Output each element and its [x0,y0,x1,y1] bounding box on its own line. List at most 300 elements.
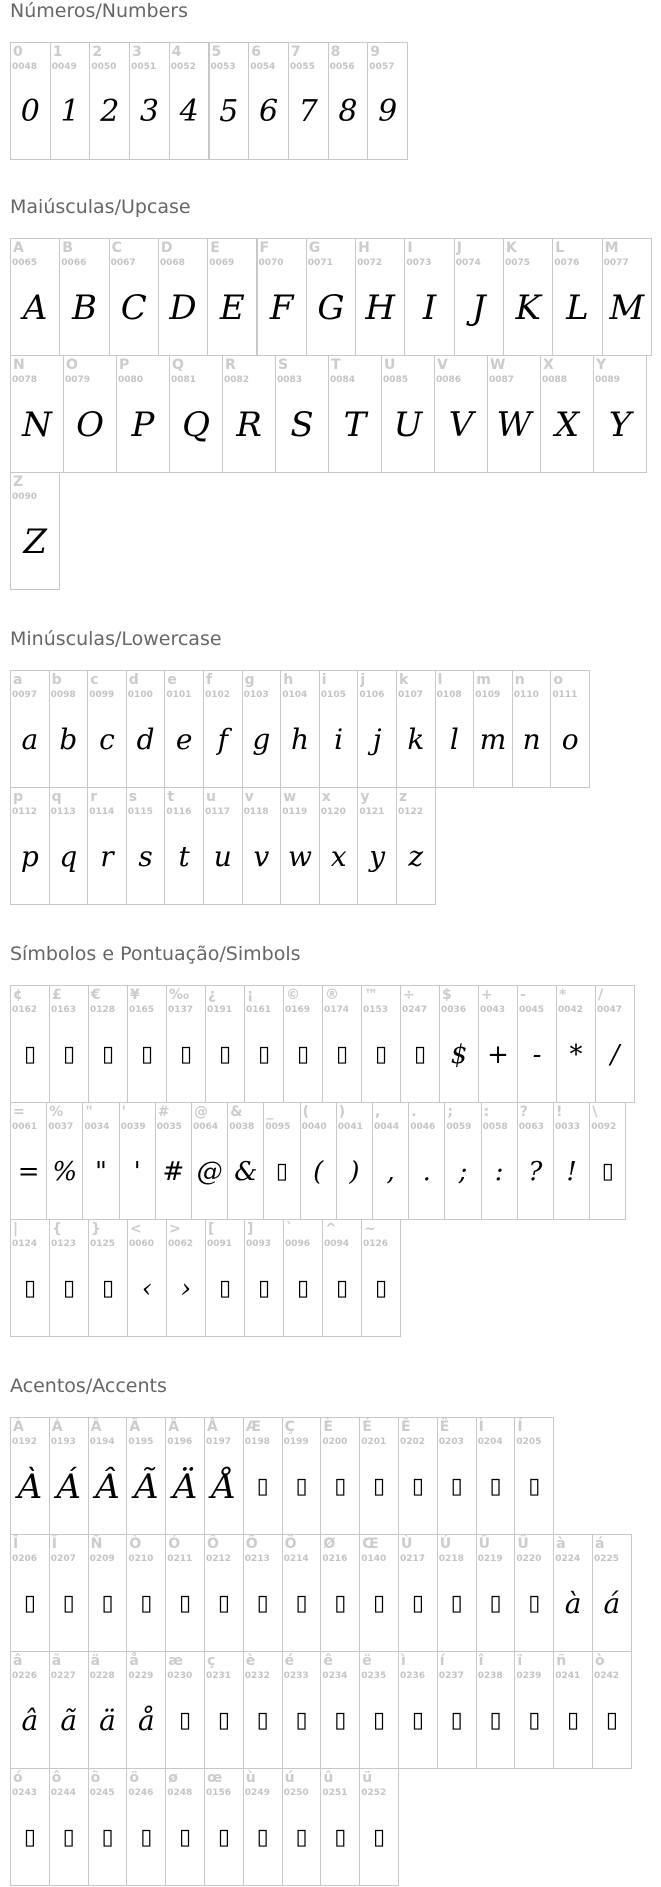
char-label: û [323,1770,334,1786]
glyph-cell [248,42,289,160]
glyph-cell [10,787,50,905]
char-label: Z [13,474,24,490]
char-label: Æ [245,1419,261,1435]
code-label: 0068 [159,258,185,268]
glyph-cell [10,238,60,356]
code-label: 0200 [322,1437,348,1447]
glyph-sample: w [288,839,312,873]
code-label: 0089 [595,375,621,385]
char-label: o [553,672,564,688]
glyph-sample: T [343,404,367,445]
code-label: 0116 [166,807,192,817]
glyph-cell [396,670,436,788]
missing-glyph-box: ▯ [62,1824,75,1850]
code-label: 0110 [513,690,539,700]
missing-glyph-box: ▯ [179,1824,192,1850]
glyph-sample: N [22,404,52,445]
glyph-cell [207,238,257,356]
glyph-cell [50,42,91,160]
char-label: | [13,1221,19,1237]
missing-glyph-box: ▯ [256,1473,269,1499]
char-label: u [206,789,216,805]
glyph-sample: L [566,287,589,328]
char-label: v [244,789,254,805]
code-label: 0121 [359,807,385,817]
char-label: Ì [478,1419,484,1435]
glyph-sample: À [17,1466,43,1507]
glyph-sample: 6 [258,93,279,129]
char-label: T [331,357,341,373]
glyph-sample: m [479,722,507,756]
glyph-sample: l [449,722,459,756]
code-label: 0119 [282,807,308,817]
char-label: ¿ [208,987,217,1003]
glyph-cell [282,1768,322,1886]
glyph-sample: R [236,404,262,445]
glyph-sample: + [487,1039,509,1070]
glyph-cell [222,355,276,473]
glyph-sample: ã [60,1703,78,1737]
char-label: ê [323,1653,333,1669]
missing-glyph-box: ▯ [101,1041,115,1067]
glyph-cell [204,1768,244,1886]
code-label: 0243 [12,1788,38,1798]
code-label: 0224 [555,1554,581,1564]
char-label: ô [51,1770,62,1786]
code-label: 0073 [406,258,432,268]
code-label: 0062 [168,1239,194,1249]
glyph-sample: 0 [20,93,40,129]
code-label: 0114 [89,807,115,817]
glyph-sample: t [178,839,190,873]
glyph-sample: 7 [298,93,318,129]
code-label: 0056 [329,62,355,72]
code-label: 0093 [246,1239,272,1249]
glyph-cell [155,1102,192,1220]
glyph-cell [372,1102,409,1220]
char-label: m [476,672,491,688]
missing-glyph-box: ▯ [256,1590,269,1616]
glyph-cell [166,1219,206,1337]
glyph-cell [434,355,488,473]
char-label: ÷ [403,987,415,1003]
glyph-cell [10,355,64,473]
glyph-cell [553,1651,593,1769]
glyph-cell [437,1417,477,1535]
char-label: Ç [284,1419,295,1435]
glyph-cell [244,1219,284,1337]
glyph-cell [320,1651,360,1769]
code-label: 0206 [12,1554,38,1564]
missing-glyph-box: ▯ [179,1707,192,1733]
glyph-sample: Q [182,404,210,445]
code-label: 0230 [167,1671,193,1681]
char-label: ] [247,1221,254,1237]
glyph-cell [408,1102,445,1220]
glyph-cell [435,670,475,788]
char-label: r [90,789,98,805]
missing-glyph-box: ▯ [374,1275,388,1301]
code-label: 0210 [128,1554,154,1564]
glyph-cell [242,787,282,905]
char-label: j [360,672,366,688]
missing-glyph-box: ▯ [296,1041,310,1067]
char-label: , [375,1104,381,1120]
glyph-cell [553,1102,590,1220]
code-label: 0213 [244,1554,270,1564]
code-label: 0107 [398,690,424,700]
glyph-sample: * [569,1039,583,1070]
glyph-cell [165,1651,205,1769]
code-label: 0225 [594,1554,620,1564]
glyph-cell [359,1417,399,1535]
char-label: 5 [211,44,222,60]
char-label: / [598,987,604,1003]
code-label: 0195 [128,1437,154,1447]
char-label: ë [362,1653,372,1669]
glyph-cell [10,985,50,1103]
glyph-cell [320,1768,360,1886]
code-label: 0108 [436,690,462,700]
missing-glyph-box: ▯ [295,1707,308,1733]
missing-glyph-box: ▯ [275,1158,289,1184]
glyph-cell [478,985,518,1103]
code-label: 0199 [283,1437,309,1447]
char-label: E [210,240,220,256]
char-label: î [478,1653,484,1669]
glyph-sample: Á [56,1466,81,1507]
glyph-sample: 8 [338,93,358,129]
glyph-sample: d [136,722,155,756]
char-label: 9 [370,44,381,60]
glyph-cell [165,1534,205,1652]
code-label: 0059 [446,1122,472,1132]
code-label: 0072 [357,258,383,268]
missing-glyph-box: ▯ [62,1275,76,1301]
glyph-sample: C [120,287,147,328]
char-label: ø [168,1770,178,1786]
code-label: 0054 [250,62,276,72]
glyph-cell [126,670,166,788]
char-label: t [167,789,175,805]
char-label: Ï [51,1536,58,1552]
glyph-cell [280,787,320,905]
glyph-sample: 9 [378,93,398,129]
missing-glyph-box: ▯ [373,1590,386,1616]
char-label: % [49,1104,64,1120]
glyph-cell [514,1651,554,1769]
code-label: 0034 [84,1122,110,1132]
glyph-cell [322,1219,362,1337]
char-label: k [399,672,409,688]
glyph-sample: ! [566,1156,577,1187]
char-label: Û [478,1536,490,1552]
char-label: á [595,1536,605,1552]
char-label: B [62,240,73,256]
glyph-sample: ( [313,1156,324,1187]
glyph-sample: : [494,1156,504,1187]
glyph-sample: W [496,404,532,445]
code-label: 0080 [118,375,144,385]
glyph-cell [88,1768,128,1886]
glyph-sample: & [234,1156,258,1187]
missing-glyph-box: ▯ [489,1590,502,1616]
glyph-sample: Â [95,1466,120,1507]
char-label: Ù [401,1536,413,1552]
glyph-cell [439,985,479,1103]
missing-glyph-box: ▯ [23,1275,37,1301]
missing-glyph-box: ▯ [295,1824,308,1850]
char-label: * [559,987,567,1003]
glyph-cell [204,1417,244,1535]
char-label: 1 [52,44,63,60]
glyph-sample: # [162,1156,185,1187]
char-label: Á [51,1419,63,1435]
glyph-sample: / [610,1039,620,1070]
glyph-cell [275,355,329,473]
glyph-cell [126,787,166,905]
glyph-sample: " [95,1156,107,1187]
glyph-sample: 1 [60,93,80,129]
code-label: 0091 [207,1239,233,1249]
char-label: O [66,357,78,373]
char-label: ! [556,1104,563,1120]
code-label: 0238 [477,1671,503,1681]
code-label: 0048 [12,62,38,72]
glyph-sample: H [365,287,396,328]
code-label: 0112 [12,807,38,817]
code-label: 0033 [555,1122,581,1132]
code-label: 0047 [597,1005,623,1015]
code-label: 0051 [131,62,157,72]
char-label: z [399,789,408,805]
code-label: 0092 [591,1122,617,1132]
code-label: 0104 [282,690,308,700]
section-title: Minúsculas/Lowercase [10,628,222,650]
glyph-cell [319,787,359,905]
glyph-cell [320,1534,360,1652]
glyph-sample: u [213,839,232,873]
glyph-sample: Å [211,1466,237,1507]
char-label: + [481,987,493,1003]
char-label: < [130,1221,142,1237]
code-label: 0242 [594,1671,620,1681]
code-label: 0251 [322,1788,348,1798]
code-label: 0128 [90,1005,116,1015]
code-label: 0102 [205,690,231,700]
code-label: 0071 [307,258,333,268]
glyph-cell [514,1534,554,1652]
glyph-sample: U [393,404,423,445]
glyph-sample: á [603,1586,621,1620]
char-label: I [407,240,413,256]
char-label: : [483,1104,490,1120]
code-label: 0126 [363,1239,389,1249]
code-label: 0169 [285,1005,311,1015]
code-label: 0079 [65,375,91,385]
glyph-sample: 5 [219,93,239,129]
glyph-cell [592,1651,632,1769]
char-label: { [52,1221,62,1237]
char-label: ` [286,1221,293,1237]
char-label: ) [338,1104,346,1120]
glyph-sample: @ [196,1156,223,1187]
code-label: 0077 [603,258,629,268]
glyph-cell [49,1219,89,1337]
glyph-sample: V [448,404,474,445]
glyph-cell [191,1102,228,1220]
code-label: 0247 [402,1005,428,1015]
glyph-cell [109,238,159,356]
glyph-cell [164,787,204,905]
glyph-sample: › [180,1273,192,1304]
glyph-cell [88,985,128,1103]
glyph-sample: ; [458,1156,468,1187]
glyph-cell [49,1768,89,1886]
code-label: 0081 [171,375,197,385]
char-label: [ [208,1221,215,1237]
missing-glyph-box: ▯ [489,1707,502,1733]
char-label: ú [284,1770,295,1786]
glyph-cell [282,1534,322,1652]
glyph-sample: 4 [179,93,199,129]
char-label: L [555,240,565,256]
char-label: ó [13,1770,23,1786]
char-label: ' [121,1104,126,1120]
missing-glyph-box: ▯ [140,1824,153,1850]
code-label: 0065 [12,258,38,268]
char-label: y [360,789,370,805]
glyph-sample: O [76,404,104,445]
glyph-cell [82,1102,119,1220]
char-label: É [362,1419,372,1435]
glyph-cell [87,670,127,788]
glyph-cell [63,355,117,473]
glyph-cell [381,355,435,473]
char-label: € [91,987,101,1003]
char-label: Ô [207,1536,219,1552]
code-label: 0248 [167,1788,193,1798]
missing-glyph-box: ▯ [101,1824,114,1850]
code-label: 0087 [489,375,515,385]
char-label: Ü [517,1536,529,1552]
glyph-cell [398,1417,438,1535]
missing-glyph-box: ▯ [528,1590,541,1616]
glyph-cell [203,787,243,905]
code-label: 0120 [320,807,346,817]
missing-glyph-box: ▯ [179,1041,193,1067]
section-title: Números/Numbers [10,0,188,22]
char-label: F [259,240,270,256]
glyph-sample: r [100,839,114,873]
glyph-cell [476,1417,516,1535]
glyph-sample: k [407,722,425,756]
code-label: 0037 [48,1122,74,1132]
code-label: 0060 [129,1239,155,1249]
char-label: K [506,240,517,256]
char-label: s [128,789,138,805]
missing-glyph-box: ▯ [411,1590,424,1616]
code-label: 0053 [210,62,236,72]
missing-glyph-box: ▯ [257,1041,271,1067]
glyph-cell [126,1534,166,1652]
char-label: $ [442,987,452,1003]
code-label: 0038 [229,1122,255,1132]
missing-glyph-box: ▯ [605,1707,618,1733]
missing-glyph-box: ▯ [256,1707,269,1733]
code-label: 0197 [206,1437,232,1447]
glyph-sample: z [408,839,424,873]
glyph-sample: ' [133,1156,141,1187]
glyph-cell [243,1651,283,1769]
glyph-sample: a [21,722,39,756]
glyph-cell [205,985,245,1103]
glyph-sample: à [564,1586,582,1620]
glyph-cell [300,1102,337,1220]
missing-glyph-box: ▯ [140,1590,153,1616]
glyph-sample: - [532,1039,542,1070]
char-label: # [157,1104,170,1120]
code-label: 0165 [129,1005,155,1015]
missing-glyph-box: ▯ [601,1158,614,1184]
glyph-cell [437,1534,477,1652]
glyph-sample: 3 [139,93,159,129]
glyph-cell [283,985,323,1103]
char-label: 7 [290,44,301,60]
code-label: 0086 [436,375,462,385]
char-label: Ò [129,1536,142,1552]
glyph-cell [336,1102,373,1220]
missing-glyph-box: ▯ [101,1590,114,1616]
glyph-sample: Y [608,404,632,445]
glyph-cell [552,238,602,356]
char-label: d [128,672,139,688]
code-label: 0163 [51,1005,77,1015]
missing-glyph-box: ▯ [334,1590,347,1616]
code-label: 0193 [50,1437,76,1447]
glyph-cell [320,1417,360,1535]
glyph-cell [355,238,405,356]
code-label: 0211 [167,1554,193,1564]
code-label: 0216 [322,1554,348,1564]
glyph-cell [589,1102,626,1220]
code-label: 0124 [12,1239,38,1249]
char-label: V [437,357,448,373]
char-label: Ñ [90,1536,103,1552]
char-label: q [51,789,62,805]
glyph-cell [10,42,51,160]
code-label: 0137 [168,1005,194,1015]
missing-glyph-box: ▯ [334,1707,347,1733]
glyph-cell [244,985,284,1103]
code-label: 0140 [361,1554,387,1564]
code-label: 0075 [505,258,531,268]
glyph-sample: % [52,1156,78,1187]
missing-glyph-box: ▯ [296,1275,310,1301]
char-label: æ [168,1653,183,1669]
code-label: 0090 [12,492,38,502]
char-label: ~ [364,1221,376,1237]
glyph-sample: P [131,404,155,445]
glyph-cell [595,985,635,1103]
char-label: w [283,789,297,805]
code-label: 0228 [89,1671,115,1681]
char-label: ™ [364,987,378,1003]
char-label: Ä [168,1419,180,1435]
glyph-cell [166,985,206,1103]
glyph-cell [263,1102,300,1220]
missing-glyph-box: ▯ [140,1041,154,1067]
